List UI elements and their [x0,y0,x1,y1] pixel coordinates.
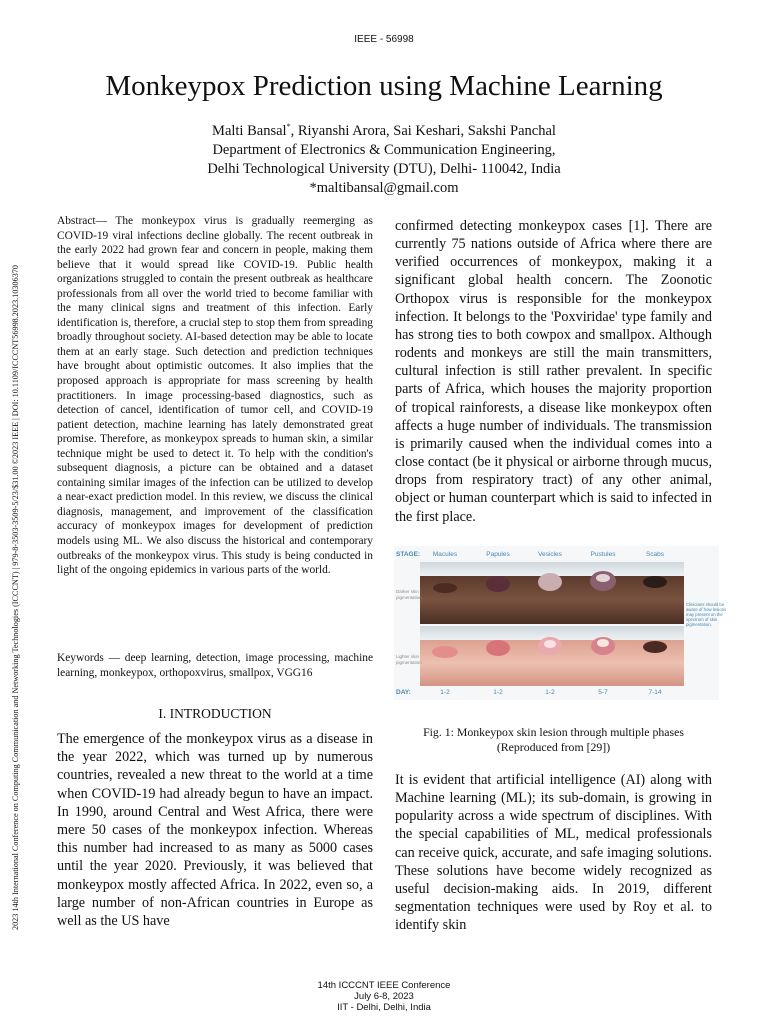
note-line-3: may present on the [686,612,723,617]
corresponding-mark: * [286,122,291,131]
day-scabs: 7-14 [648,689,662,696]
stage-vesicles: Vesicles [538,551,562,558]
lesion-stages-illustration [394,546,727,700]
footer-conference: 14th ICCCNT IEEE Conference [317,980,451,991]
lighter-skin-row [420,626,684,686]
light-macule [432,646,458,658]
darker-skin-row [420,562,684,624]
right-column-paragraph-2: It is evident that artificial intelligence (AI) along with Machine learning (ML); its sub-domain, is growing in popularity across a wide spectrum of disciplines. With the special capabilities of ML, medical professionals can receive quick, accurate, and safe imaging solutions. These solutions have become widely recognized as useful decision-making aids. In 2019, different segmentation techniques were used by Roy et al. to identify skin [395,772,712,934]
day-pustules: 5-7 [598,689,608,696]
day-macules: 1-2 [440,689,450,696]
lesion-stages-figure [394,546,727,700]
light-vesicle-center [544,640,556,648]
author-email: *maltibansal@gmail.com [309,179,459,196]
day-vesicles: 1-2 [545,689,555,696]
dark-vesicle [538,573,562,591]
lighter-skin-label: Lighter skin [396,654,420,659]
author-university: Delhi Technological University (DTU), Delhi- 110042, India [207,160,561,177]
stage-scabs: Scabs [645,551,665,558]
author-block [0,117,768,198]
lighter-skin-label-2: pigmentation [396,660,422,665]
day-papules: 1-2 [493,689,503,696]
light-papule [486,640,510,656]
figure-caption [395,725,712,754]
note-line-1: Clinicians should be [686,602,725,607]
section-heading-introduction: I. INTRODUCTION [158,706,272,721]
right-column-paragraph-1: confirmed detecting monkeypox cases [1]. There are currently 75 nations outside of Africa where there are verified occurrences of monkeypox, making it a significant global health concern. The Zoonotic Orthopox virus is responsible for the monkeypox infection. It belongs to the 'Poxviridae' type family and has strong ties to both cowpox and smallpox. Although rodents and monkeys are still the main transmitters, cultural infection is still rather prevalent. In specific parts of Africa, which houses the majority proportion of tropical rainforests, a disease like monkeypox often affects a huge number of individuals. The transmission is primarily caused when the individual comes into a close contact (be it physical or airborne through mucus, drops from respiratory tract) of any other animal, object or human counterpart which is said to infected in the first place. [395,218,712,525]
note-line-5: pigmentation. [686,622,712,627]
introduction-paragraph: The emergence of the monkeypox virus as a disease in the year 2022, which was turned up by numerous countries, revealed a new threat to the world at a time when COVID-19 had already begun to have an impact. In 1990, around Central and West Africa, there were mere 50 cases of the monkeypox infection. Whereas this number had increased to as many as 5000 cases until the year 2020. Previously, it was believed that monkeypox mostly affected Africa. In 2022, even so, a large number of non-African countries in Europe as well as the US have [57,731,373,930]
figure-caption-line-1: Fig. 1: Monkeypox skin lesion through multiple phases [423,725,684,739]
day-label: DAY: [396,689,411,696]
footer-location: IIT - Delhi, Delhi, India [337,1002,431,1013]
light-pustule-center [597,639,609,647]
darker-skin-label: Darker skin [396,589,419,594]
keywords-paragraph: Keywords — deep learning, detection, image processing, machine learning, monkeypox, orthopoxvirus, smallpox, VGG16 [57,652,373,679]
dark-papule [486,576,510,592]
clinician-note [686,602,726,627]
author-department: Department of Electronics & Communication Engineering, [212,141,556,158]
conference-id-header: IEEE - 56998 [354,34,414,45]
abstract-paragraph: Abstract— The monkeypox virus is gradually reemerging as COVID-19 viral infections decline globally. The recent outbreak in the early 2022 had grown fear and concern in people, making them believe that it would spread like COVID-19. Public health organizations struggled to contain the present outbreak as healthcare professionals from all over the world tried to become familiar with the many clinical signs and treatment of this infection. Early identification is, therefore, a crucial step to stop them from spreading broadly throughout society. AI-based detection may be able to locate them at an early stage. Such detection and prediction techniques have brought about optimistic outcomes. It also implies that the proposed approach is appropriate for mass screening by health practitioners. In image processing-based diagnostics, such as detection of cancel, identification of tumor cell, and COVID-19 patient detection, machine learning has lately demonstrated great promise. Therefore, as monkeypox spreads to human skin, a similar technique might be used to detect it. To help with the condition's subsequent diagnosis, a picture can be obtained and a dataset containing similar images of the infection can be utilized to develop a near-exact prediction model. In this review, we discuss the clinical diagnosis, management, and improvement of the classification accuracy of monkeypox images for development of prediction models using ML. We also discuss the historical and contemporary outbreaks of the monkeypox virus. This study is being conducted in light of the ongoing epidemics in various parts of the world. [57,215,373,577]
dark-macule [433,583,457,593]
dark-pustule-center [596,574,610,582]
stage-label: STAGE: [396,551,421,558]
dark-scab [643,576,667,588]
light-scab [643,641,667,653]
stage-macules: Macules [432,551,458,558]
figure-caption-line-2: (Reproduced from [29]) [496,739,611,754]
page-footer [0,980,768,1013]
footer-dates: July 6-8, 2023 [354,991,414,1002]
darker-skin-label-2: pigmentation [396,595,422,600]
note-line-2: aware of how lesions [686,607,727,612]
first-author: Malti Bansal [212,122,287,139]
note-line-4: spectrum of skin [686,617,718,622]
stage-pustules: Pustules [590,551,616,558]
author-names [0,117,768,141]
other-authors: , Riyanshi Arora, Sai Keshari, Sakshi Panchal [290,122,556,139]
stage-papules: Papules [486,551,510,558]
paper-title: Monkeypox Prediction using Machine Learning [105,70,663,102]
side-doi-text: 2023 14th International Conference on Computing Communication and Networking Technologies (ICCCNT) | 979-8-3503-3509-5/23/$31.00 ©2023 IEEE | DOI: 10.1109/ICCCNT56998.2023.10306370 [11,265,20,930]
